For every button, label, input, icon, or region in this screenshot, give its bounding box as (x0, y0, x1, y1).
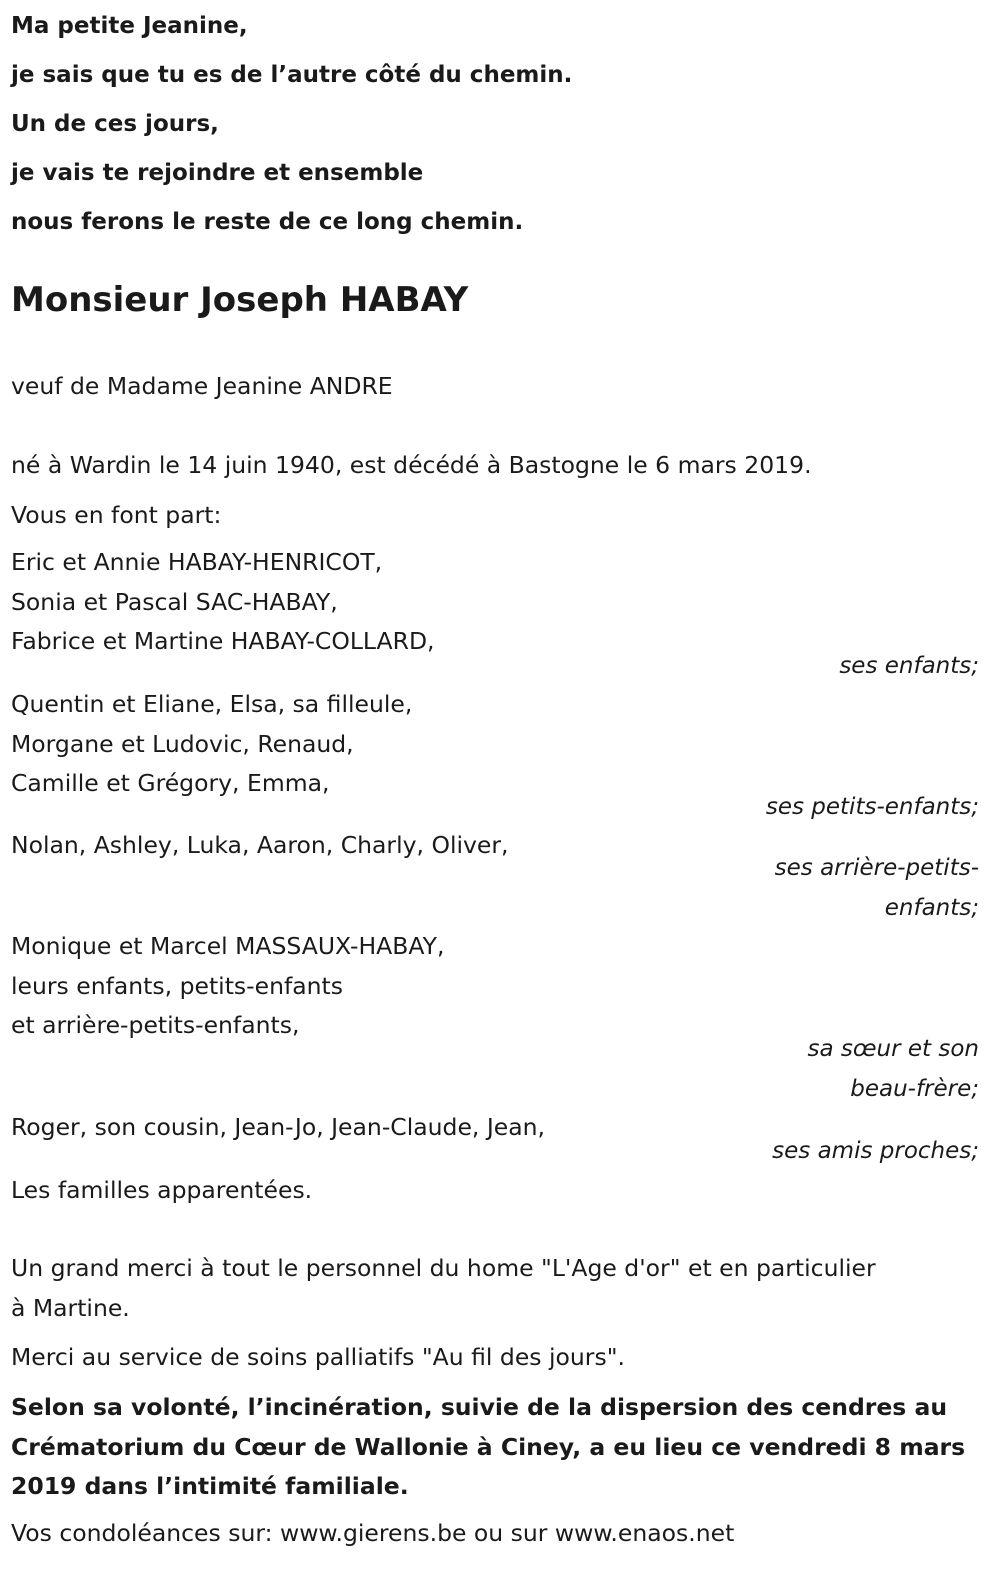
relation-friends: ses amis proches; (772, 1138, 979, 1164)
friends-list (11, 1108, 545, 1148)
list-item: Quentin et Eliane, Elsa, sa filleule, (11, 690, 413, 718)
grandchildren-list (11, 685, 412, 804)
list-item: et arrière-petits-enfants, (11, 1011, 300, 1039)
list-item: Sonia et Pascal SAC-HABAY, (11, 587, 338, 616)
widower-of: veuf de Madame Jeanine ANDRE (11, 372, 393, 400)
list-item: Nolan, Ashley, Luka, Aaron, Charly, Oliver, (11, 831, 509, 859)
relation-grandchildren: ses petits-enfants; (765, 794, 979, 820)
list-item: Camille et Grégory, Emma, (11, 769, 330, 797)
relation-line: enfants; (884, 895, 979, 921)
relation-line: sa sœur et son (807, 1036, 979, 1062)
poem-line: Ma petite Jeanine, (11, 13, 248, 39)
poem-line: Un de ces jours, (11, 111, 219, 137)
list-item: Monique et Marcel MASSAUX-HABAY, (11, 932, 445, 960)
list-item: Eric et Annie HABAY-HENRICOT, (11, 548, 383, 576)
relation-line: ses arrière-petits- (774, 855, 979, 881)
children-list (11, 543, 435, 662)
great-grandchildren-list (11, 826, 509, 866)
poem-line: je sais que tu es de l’autre côté du chemin. (11, 62, 573, 88)
relation-great-grandchildren (775, 848, 979, 928)
relation-sister (808, 1029, 979, 1109)
deceased-name: Monsieur Joseph HABAY (11, 280, 469, 320)
announce: Vous en font part: (11, 501, 222, 529)
ceremony-notice: Selon sa volonté, l’incinération, suivie de la dispersion des cendres au Crématorium du Cœur de Wallonie à Ciney, a eu lieu ce vendredi 8 mars 2019 dans l’intimité familiale. (11, 1393, 966, 1500)
list-item: Morgane et Ludovic, Renaud, (11, 729, 354, 758)
poem-line: nous ferons le reste de ce long chemin. (11, 209, 524, 235)
families: Les familles apparentées. (11, 1176, 313, 1204)
relation-line: beau-frère; (850, 1076, 979, 1102)
list-item: Roger, son cousin, Jean-Jo, Jean-Claude, Jean, (11, 1113, 545, 1141)
list-item: leurs enfants, petits-enfants (11, 971, 344, 1000)
thanks-palliative: Merci au service de soins palliatifs "Au fil des jours". (11, 1343, 625, 1371)
condolences: Vos condoléances sur: www.gierens.be ou sur www.enaos.net (11, 1519, 735, 1547)
thanks-staff: Un grand merci à tout le personnel du home "L'Age d'or" et en particulier à Martine. (11, 1254, 876, 1322)
birth-death: né à Wardin le 14 juin 1940, est décédé à Bastogne le 6 mars 2019. (11, 451, 812, 479)
poem (11, 8, 572, 253)
obituary-page (11, 0, 979, 1589)
poem-line: je vais te rejoindre et ensemble (11, 160, 424, 186)
sister-list (11, 927, 444, 1046)
relation-children: ses enfants; (839, 653, 979, 679)
list-item: Fabrice et Martine HABAY-COLLARD, (11, 627, 435, 655)
